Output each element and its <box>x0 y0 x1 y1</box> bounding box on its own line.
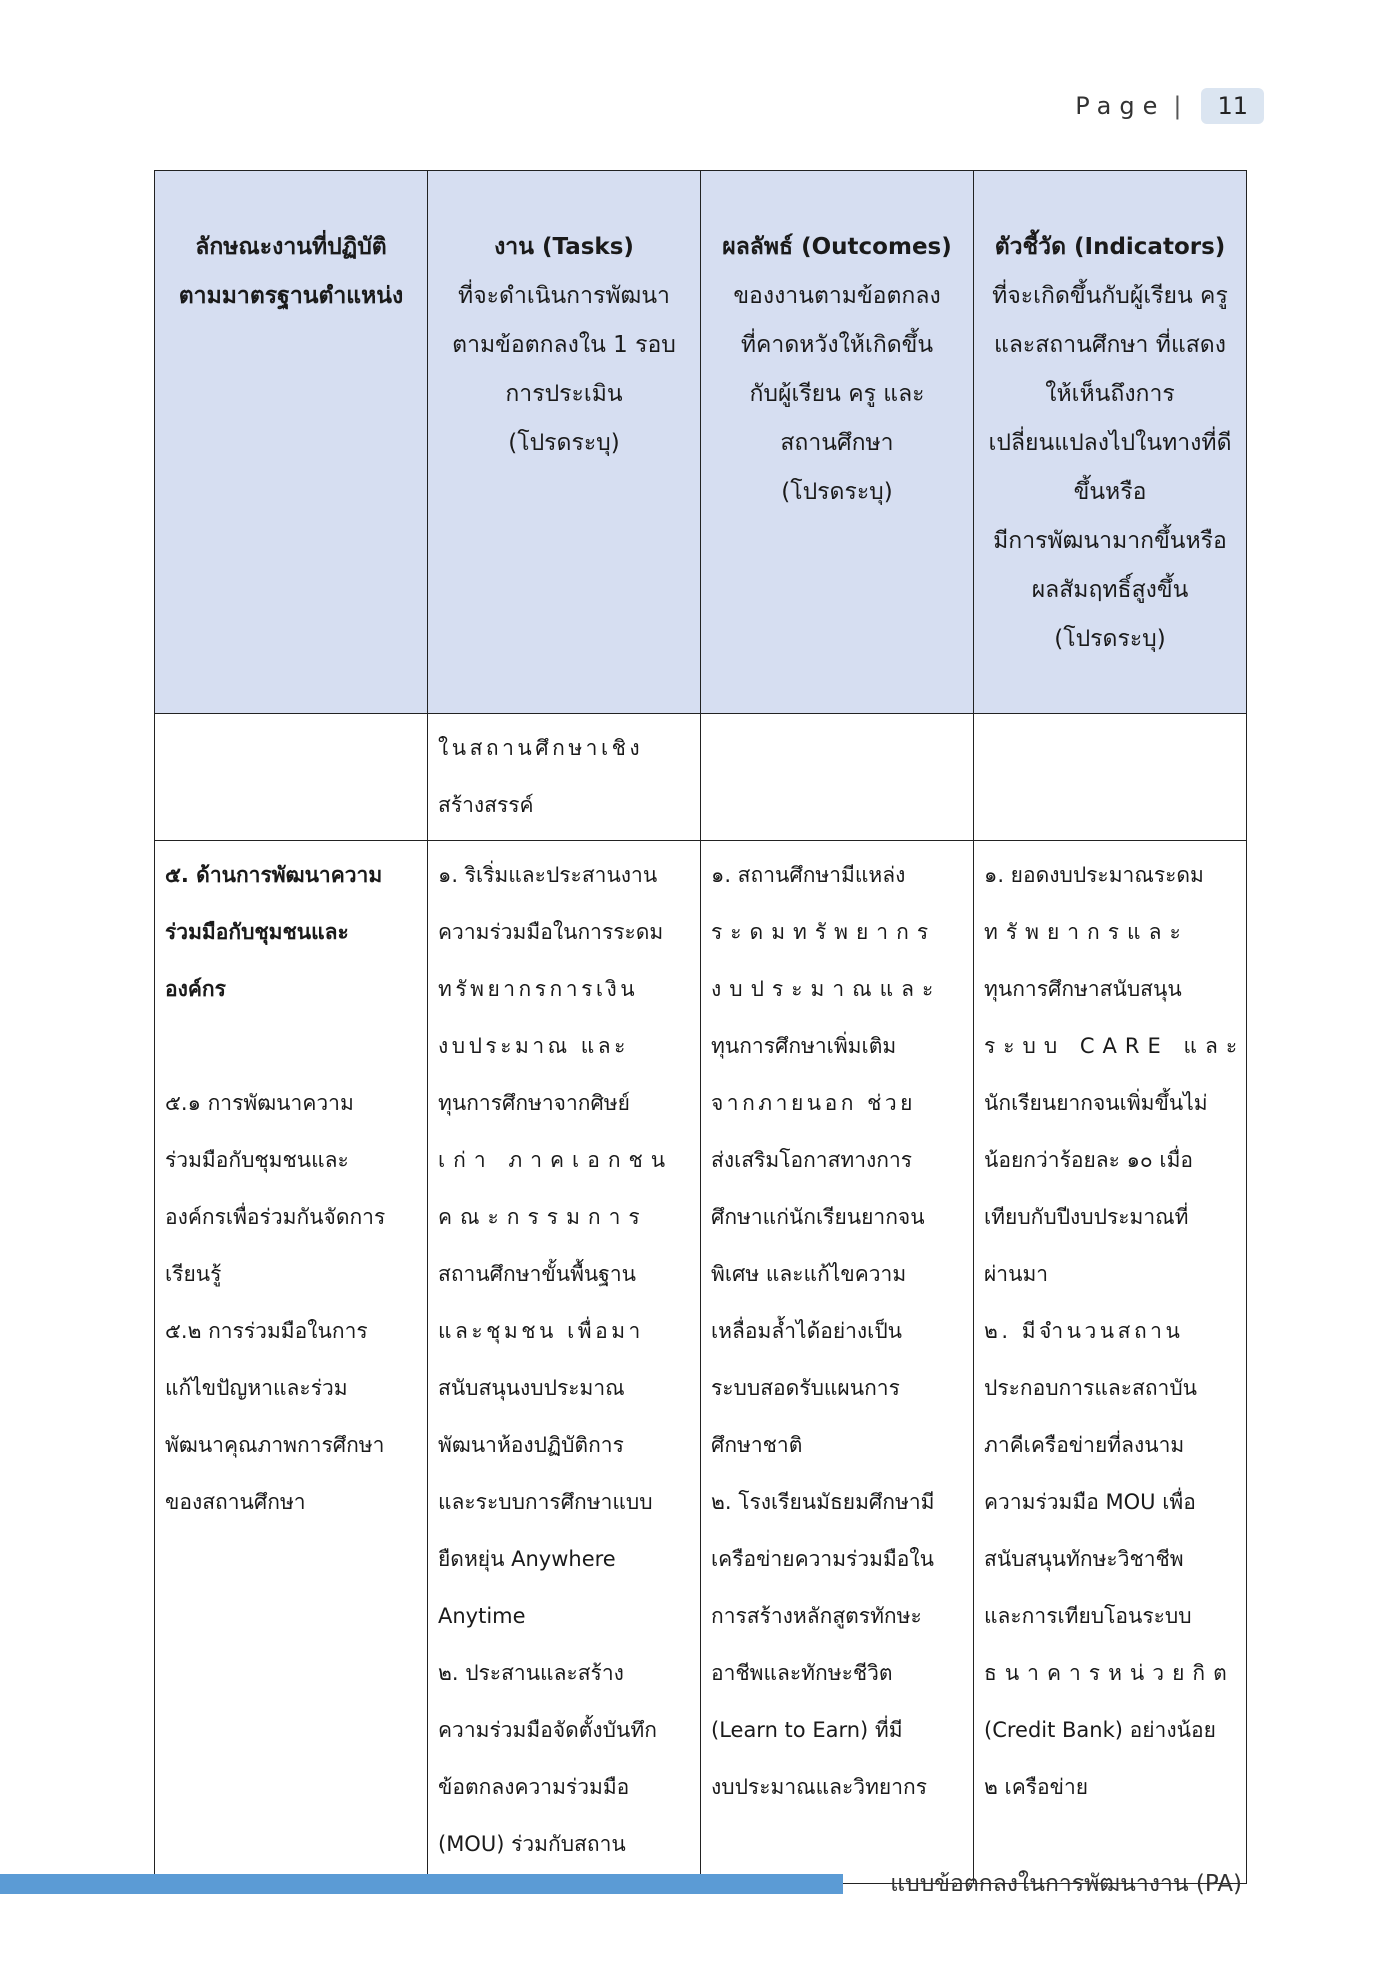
cell-line: ทุนการศึกษาสนับสนุน <box>984 977 1182 1001</box>
cell-line: องค์กร <box>165 977 226 1001</box>
cell-standard-empty <box>155 714 428 841</box>
cell-line: ศึกษาแก่นักเรียนยากจน <box>711 1205 925 1229</box>
header-outcomes-line: กับผู้เรียน ครู และ <box>749 381 925 407</box>
cell-line: พิเศษ และแก้ไขความ <box>711 1262 907 1286</box>
cell-line: ศึกษาชาติ <box>711 1433 803 1457</box>
cell-line: สนับสนุนทักษะวิชาชีพ <box>984 1547 1184 1571</box>
cell-line: พัฒนาห้องปฏิบัติการ <box>438 1433 624 1457</box>
cell-line: คณะกรรมการ <box>438 1205 648 1229</box>
header-standard-title: ลักษณะงานที่ปฏิบัติ <box>195 234 387 260</box>
header-indicators-line: มีการพัฒนามากขึ้นหรือ <box>993 528 1227 554</box>
cell-line: ๑. สถานศึกษามีแหล่ง <box>711 863 906 887</box>
cell-line: งบประมาณและ <box>711 977 942 1001</box>
header-indicators-line: ให้เห็นถึงการ <box>1045 381 1175 407</box>
cell-line: ภาคีเครือข่ายที่ลงนาม <box>984 1433 1185 1457</box>
cell-line: น้อยกว่าร้อยละ ๑๐ เมื่อ <box>984 1148 1194 1172</box>
cell-line: ร่วมมือกับชุมชนและ <box>165 920 349 944</box>
cell-line: ระดมทรัพยากร <box>711 920 937 944</box>
header-indicators-line: ที่จะเกิดขึ้นกับผู้เรียน ครู <box>992 283 1228 309</box>
cell-line: Anytime <box>438 1604 526 1628</box>
cell-line: ๕.๑ การพัฒนาความ <box>165 1091 354 1115</box>
cell-line: เหลื่อมล้ำได้อย่างเป็น <box>711 1319 903 1343</box>
pa-agreement-table <box>154 170 1247 1884</box>
header-tasks-line: ที่จะดำเนินการพัฒนา <box>458 283 670 309</box>
cell-line: การสร้างหลักสูตรทักษะ <box>711 1604 922 1628</box>
header-outcomes <box>701 171 974 714</box>
header-outcomes-line: ที่คาดหวังให้เกิดขึ้น <box>740 332 934 358</box>
cell-line: ส่งเสริมโอกาสทางการ <box>711 1148 913 1172</box>
header-standard-line: ตามมาตรฐานตำแหน่ง <box>178 283 404 309</box>
cell-line: ผ่านมา <box>984 1262 1049 1286</box>
table-row-community <box>155 841 1247 1884</box>
cell-standard <box>155 841 428 1884</box>
header-outcomes-line: (โปรดระบุ) <box>781 479 893 505</box>
cell-line: ๑. ยอดงบประมาณระดม <box>984 863 1204 887</box>
cell-line: ทรัพยากรการเงิน <box>438 977 639 1001</box>
cell-line: สนับสนุนงบประมาณ <box>438 1376 625 1400</box>
cell-outcomes <box>701 841 974 1884</box>
cell-line: นักเรียนยากจนเพิ่มขึ้นไม่ <box>984 1091 1208 1115</box>
page-separator: | <box>1173 92 1182 120</box>
header-indicators-line: เปลี่ยนแปลงไปในทางที่ดี <box>988 430 1232 456</box>
cell-line: ร่วมมือกับชุมชนและ <box>165 1148 349 1172</box>
header-outcomes-line: ของงานตามข้อตกลง <box>733 283 941 309</box>
spacer <box>165 1018 417 1075</box>
page-label: Page <box>1075 92 1166 120</box>
page-number-badge: 11 <box>1201 88 1264 124</box>
header-indicators-line: ขึ้นหรือ <box>1073 479 1147 505</box>
cell-line: ๒ เครือข่าย <box>984 1775 1089 1799</box>
cell-line: ในสถานศึกษาเชิง <box>438 736 644 760</box>
cell-line: (MOU) ร่วมกับสถาน <box>438 1832 626 1856</box>
header-indicators <box>974 171 1247 714</box>
cell-line: และระบบการศึกษาแบบ <box>438 1490 653 1514</box>
cell-line: จากภายนอก ช่วย <box>711 1091 916 1115</box>
cell-line: ของสถานศึกษา <box>165 1490 306 1514</box>
cell-line: งบประมาณ และ <box>438 1034 629 1058</box>
cell-line: เก่า ภาคเอกชน <box>438 1148 674 1172</box>
cell-line: เรียนรู้ <box>165 1262 222 1286</box>
table-header-row <box>155 171 1247 714</box>
cell-line: งบประมาณและวิทยากร <box>711 1775 927 1799</box>
cell-line: (Credit Bank) อย่างน้อย <box>984 1718 1216 1742</box>
cell-tasks-continuation <box>428 714 701 841</box>
cell-line: ๕.๒ การร่วมมือในการ <box>165 1319 368 1343</box>
cell-line: ความร่วมมือในการระดม <box>438 920 664 944</box>
header-outcomes-line: สถานศึกษา <box>780 430 894 456</box>
cell-line: ประกอบการและสถาบัน <box>984 1376 1198 1400</box>
cell-line: สถานศึกษาขั้นพื้นฐาน <box>438 1262 637 1286</box>
cell-line: (Learn to Earn) ที่มี <box>711 1718 903 1742</box>
header-tasks-line: ตามข้อตกลงใน 1 รอบ <box>452 332 676 358</box>
cell-line: ทุนการศึกษาเพิ่มเติม <box>711 1034 897 1058</box>
cell-line: เทียบกับปีงบประมาณที่ <box>984 1205 1189 1229</box>
cell-line: แก้ไขปัญหาและร่วม <box>165 1376 348 1400</box>
cell-line: และชุมชน เพื่อมา <box>438 1319 644 1343</box>
table-row-continuation <box>155 714 1247 841</box>
cell-line: สร้างสรรค์ <box>438 793 534 817</box>
cell-line: ๑. ริเริ่มและประสานงาน <box>438 863 658 887</box>
header-indicators-title: ตัวชี้วัด (Indicators) <box>994 234 1226 260</box>
header-tasks-title: งาน (Tasks) <box>494 234 634 260</box>
cell-line: พัฒนาคุณภาพการศึกษา <box>165 1433 385 1457</box>
header-indicators-line: ผลสัมฤทธิ์สูงขึ้น <box>1031 577 1189 603</box>
cell-line: องค์กรเพื่อร่วมกันจัดการ <box>165 1205 386 1229</box>
header-tasks-line: (โปรดระบุ) <box>508 430 620 456</box>
footer-accent-bar <box>0 1874 843 1894</box>
cell-line: ๒. มีจำนวนสถาน <box>984 1319 1184 1343</box>
cell-line: ๕. ด้านการพัฒนาความ <box>165 863 383 887</box>
cell-line: ความร่วมมือ MOU เพื่อ <box>984 1490 1196 1514</box>
cell-line: ๒. โรงเรียนมัธยมศึกษามี <box>711 1490 935 1514</box>
header-tasks-line: การประเมิน <box>505 381 623 407</box>
footer-title: แบบข้อตกลงในการพัฒนางาน (PA) <box>890 1871 1242 1897</box>
cell-line: อาชีพและทักษะชีวิต <box>711 1661 893 1685</box>
cell-line: ทรัพยากรและ <box>984 920 1189 944</box>
cell-line: เครือข่ายความร่วมมือใน <box>711 1547 935 1571</box>
cell-line: ความร่วมมือจัดตั้งบันทึก <box>438 1718 657 1742</box>
page-header <box>1075 88 1264 124</box>
cell-line: ยืดหยุ่น Anywhere <box>438 1547 616 1571</box>
header-outcomes-title: ผลลัพธ์ (Outcomes) <box>722 234 952 260</box>
cell-tasks <box>428 841 701 1884</box>
cell-line: ระบบ CARE และ <box>984 1034 1246 1058</box>
header-standard <box>155 171 428 714</box>
cell-line: ทุนการศึกษาจากศิษย์ <box>438 1091 630 1115</box>
cell-line: ข้อตกลงความร่วมมือ <box>438 1775 630 1799</box>
cell-indicators-empty <box>974 714 1247 841</box>
cell-line: ระบบสอดรับแผนการ <box>711 1376 900 1400</box>
header-tasks <box>428 171 701 714</box>
cell-line: ธนาคารหน่วยกิต <box>984 1661 1235 1685</box>
cell-indicators <box>974 841 1247 1884</box>
header-indicators-line: และสถานศึกษา ที่แสดง <box>994 332 1226 358</box>
cell-outcomes-empty <box>701 714 974 841</box>
header-indicators-line: (โปรดระบุ) <box>1054 626 1166 652</box>
cell-line: และการเทียบโอนระบบ <box>984 1604 1192 1628</box>
cell-line: ๒. ประสานและสร้าง <box>438 1661 624 1685</box>
